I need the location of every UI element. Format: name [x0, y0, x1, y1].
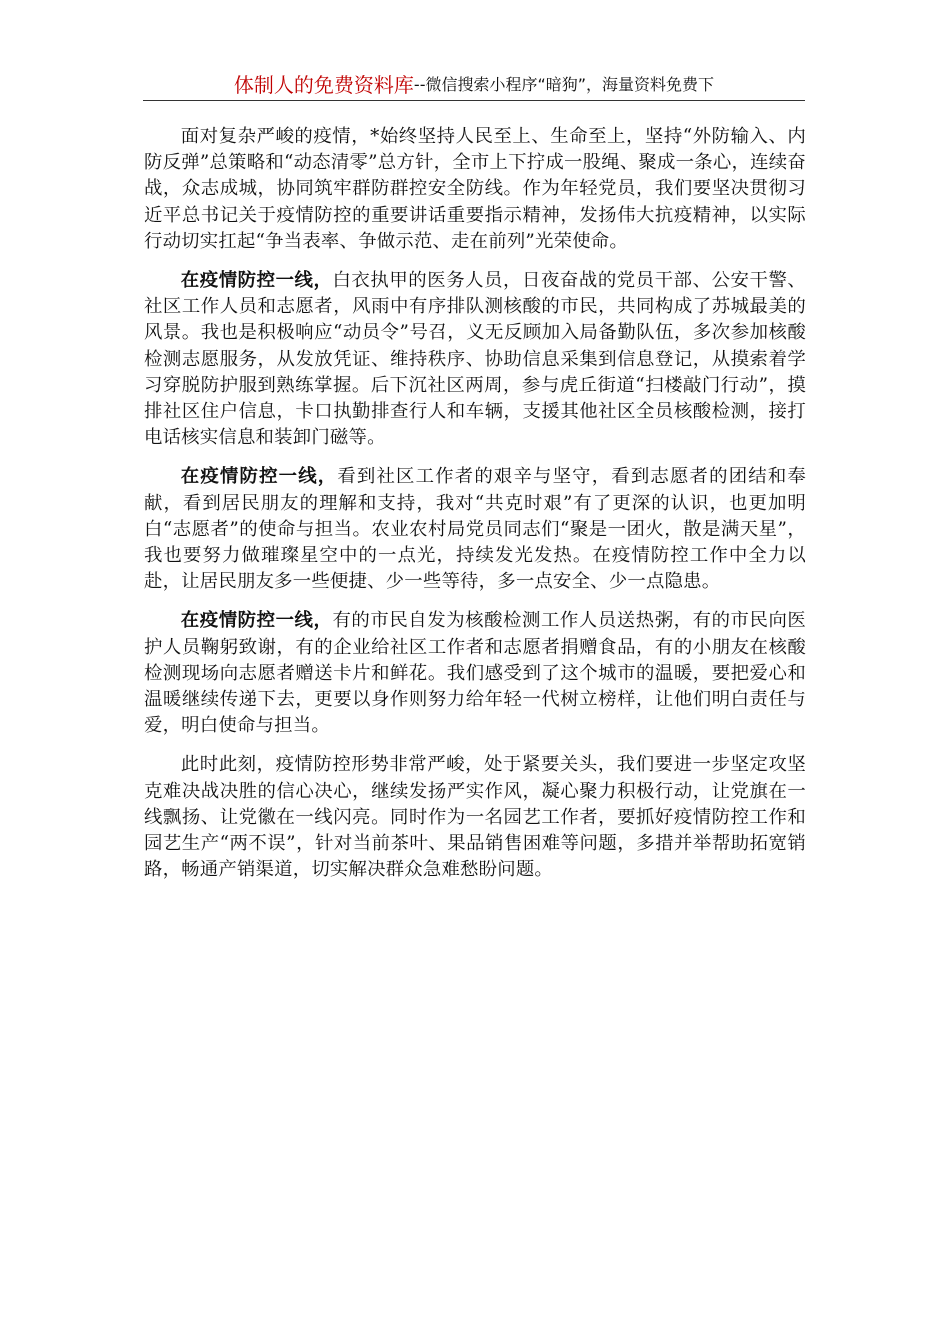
paragraph-4 [144, 608, 806, 739]
paragraph-2-text: 白衣执甲的医务人员，日夜奋战的党员干部、公安干警、社区工作人员和志愿者，风雨中有序排队测核酸的市民，共同构成了苏城最美的风景。我也是积极响应“动员令”号召，义无反顾加入局备勤队伍，多次参加核酸检测志愿服务，从发放凭证、维持秩序、协助信息采集到信息登记，从摸索着学习穿脱防护服到熟练掌握。后下沉社区两周，参与虎丘街道“扫楼敲门行动”，摸排社区住户信息，卡口执勤排查行人和车辆，支援其他社区全员核酸检测，接打电话核实信息和装卸门磁等。 [144, 270, 806, 449]
paragraph-3-text: 看到社区工作者的艰辛与坚守，看到志愿者的团结和奉献，看到居民朋友的理解和支持，我对“共克时艰”有了更深的认识，也更加明白“志愿者”的使命与担当。农业农村局党员同志们“聚是一团火，散是满天星”，我也要努力做璀璨星空中的一点光，持续发光发热。在疫情防控工作中全力以赴，让居民朋友多一些便捷、少一些等待，多一点安全、少一点隐患。 [144, 466, 806, 593]
header-brand: 体制人的免费资料库 [233, 73, 414, 97]
page-header [143, 70, 805, 101]
paragraph-2 [144, 268, 806, 451]
paragraph-3-lead: 在疫情防控一线， [180, 466, 338, 488]
paragraph-3 [144, 464, 806, 595]
paragraph-5 [144, 752, 806, 883]
paragraph-1 [144, 124, 806, 255]
paragraph-2-lead: 在疫情防控一线， [180, 270, 333, 292]
paragraph-1-text: 面对复杂严峻的疫情，*始终坚持人民至上、生命至上，坚持“外防输入、内防反弹”总策略和“动态清零”总方针，全市上下拧成一股绳、聚成一条心，连续奋战，众志成城，协同筑牢群防群控安全防线。作为年轻党员，我们要坚决贯彻习近平总书记关于疫情防控的重要讲话重要指示精神，发扬伟大抗疫精神，以实际行动切实扛起“争当表率、争做示范、走在前列”光荣使命。 [144, 126, 806, 252]
header-tagline: --微信搜索小程序“暗狗”，海量资料免费下 [413, 75, 715, 94]
document-body [144, 124, 806, 896]
paragraph-5-text: 此时此刻，疫情防控形势非常严峻，处于紧要关头，我们要进一步坚定攻坚克难决战决胜的信心决心，继续发扬严实作风，凝心聚力积极行动，让党旗在一线飘扬、让党徽在一线闪亮。同时作为一名园艺工作者，要抓好疫情防控工作和园艺生产“两不误”，针对当前茶叶、果品销售困难等问题，多措并举帮助拓宽销路，畅通产销渠道，切实解决群众急难愁盼问题。 [144, 754, 806, 881]
paragraph-4-text: 有的市民自发为核酸检测工作人员送热粥，有的市民向医护人员鞠躬致谢，有的企业给社区工作者和志愿者捐赠食品，有的小朋友在核酸检测现场向志愿者赠送卡片和鲜花。我们感受到了这个城市的温暖，要把爱心和温暖继续传递下去，更要以身作则努力给年轻一代树立榜样，让他们明白责任与爱，明白使命与担当。 [144, 610, 806, 737]
paragraph-4-lead: 在疫情防控一线， [180, 610, 333, 632]
